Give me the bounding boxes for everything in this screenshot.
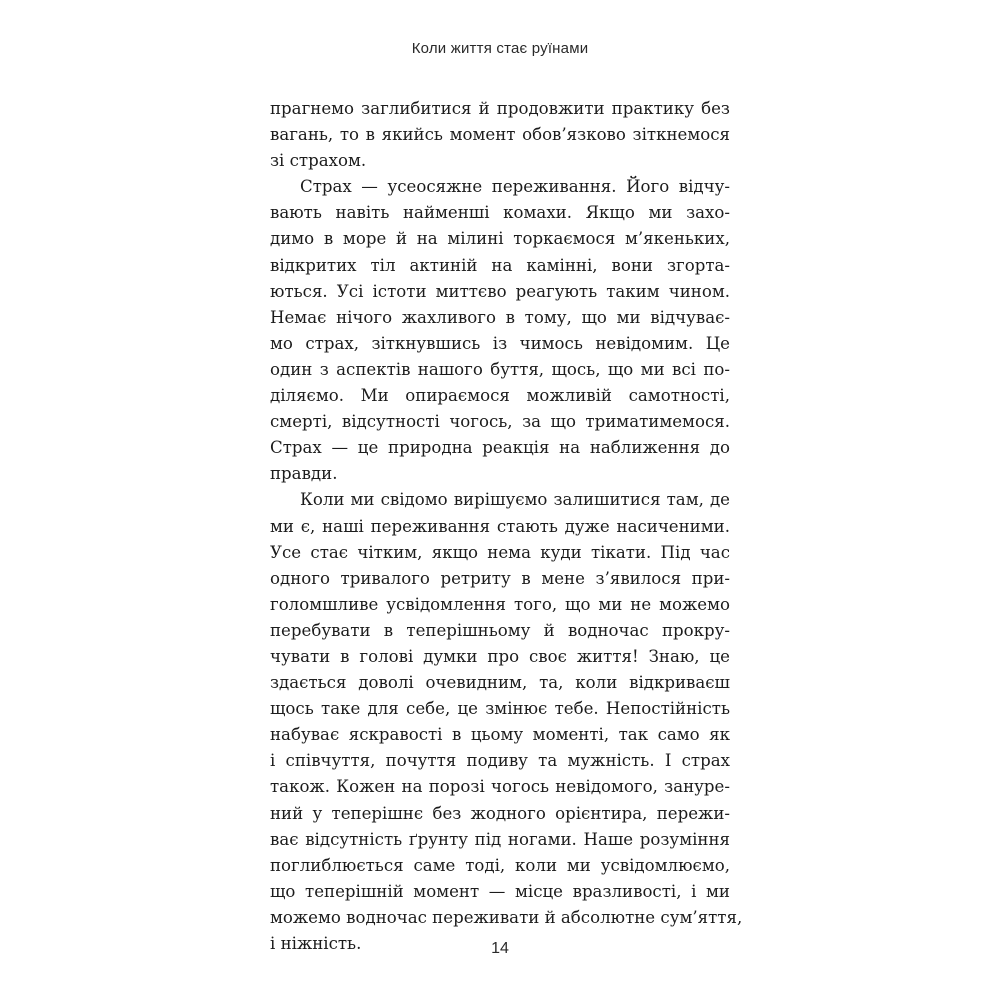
text-line: Немає нічого жахливого в тому, що ми відчуває- (270, 307, 730, 327)
body-text (270, 96, 743, 957)
text-line: димо в море й на мілині торкаємося м’якеньких, (270, 229, 730, 249)
paragraph-3 (270, 487, 743, 957)
text-line: Страх — це природна реакція на наближення до (270, 438, 730, 458)
text-line: зі страхом. (270, 151, 367, 171)
text-line: перебувати в теперішньому й водночас прокру- (270, 620, 730, 640)
text-line: щось таке для себе, це змінює тебе. Непостійність (270, 699, 730, 719)
page-number: 14 (491, 940, 509, 957)
text-line: Усе стає чітким, якщо нема куди тікати. Під час (270, 542, 730, 562)
text-line: ми є, наші переживання стають дуже насиченими. (270, 516, 730, 536)
text-line: чувати в голові думки про своє життя! Знаю, це (270, 646, 730, 666)
text-line: поглиблюється саме тоді, коли ми усвідомлюємо, (270, 855, 730, 875)
text-line: вають навіть найменші комахи. Якщо ми захо- (270, 203, 730, 223)
text-line: і співчуття, почуття подиву та мужність. І страх (270, 751, 730, 771)
text-line: один з аспектів нашого буття, щось, що ми всі по- (270, 359, 730, 379)
text-line: відкритих тіл актиній на камінні, вони згорта- (270, 255, 730, 275)
text-line: Коли ми свідомо вирішуємо залишитися там, де (300, 490, 730, 510)
text-line: голомшливе усвідомлення того, що ми не можемо (270, 594, 730, 614)
text-line: смерті, відсутності чогось, за що триматимемося. (270, 412, 730, 432)
paragraph-1 (270, 96, 730, 174)
text-line: ний у теперішнє без жодного орієнтира, пережи- (270, 803, 730, 823)
text-line: мо страх, зіткнувшись із чимось невідомим. Це (270, 333, 730, 353)
text-line: здається доволі очевидним, та, коли відкриваєш (270, 673, 730, 693)
text-line: можемо водночас переживати й абсолютне сум’яття, (270, 907, 743, 927)
text-line: вагань, то в якийсь момент обов’язково зіткнемося (270, 125, 730, 145)
text-line: діляємо. Ми опираємося можливій самотності, (270, 386, 730, 406)
running-head: Коли життя стає руїнами (411, 40, 589, 57)
text-line: Страх — усеосяжне переживання. Його відчу- (300, 177, 730, 197)
paragraph-2 (270, 174, 730, 487)
text-line: правди. (270, 464, 338, 484)
text-line: прагнемо заглибитися й продовжити практику без (270, 99, 730, 118)
text-line: набуває яскравості в цьому моменті, так само як (270, 725, 730, 745)
text-line: і ніжність. (270, 934, 362, 953)
text-line: одного тривалого ретриту в мене з’явилося при- (270, 568, 730, 588)
text-line: також. Кожен на порозі чогось невідомого, зануре- (270, 777, 730, 797)
text-line: ються. Усі істоти миттєво реагують таким чином. (270, 281, 730, 301)
text-line: що теперішній момент — місце вразливості, і ми (270, 881, 730, 901)
text-line: ває відсутність ґрунту під ногами. Наше розуміння (270, 829, 730, 849)
